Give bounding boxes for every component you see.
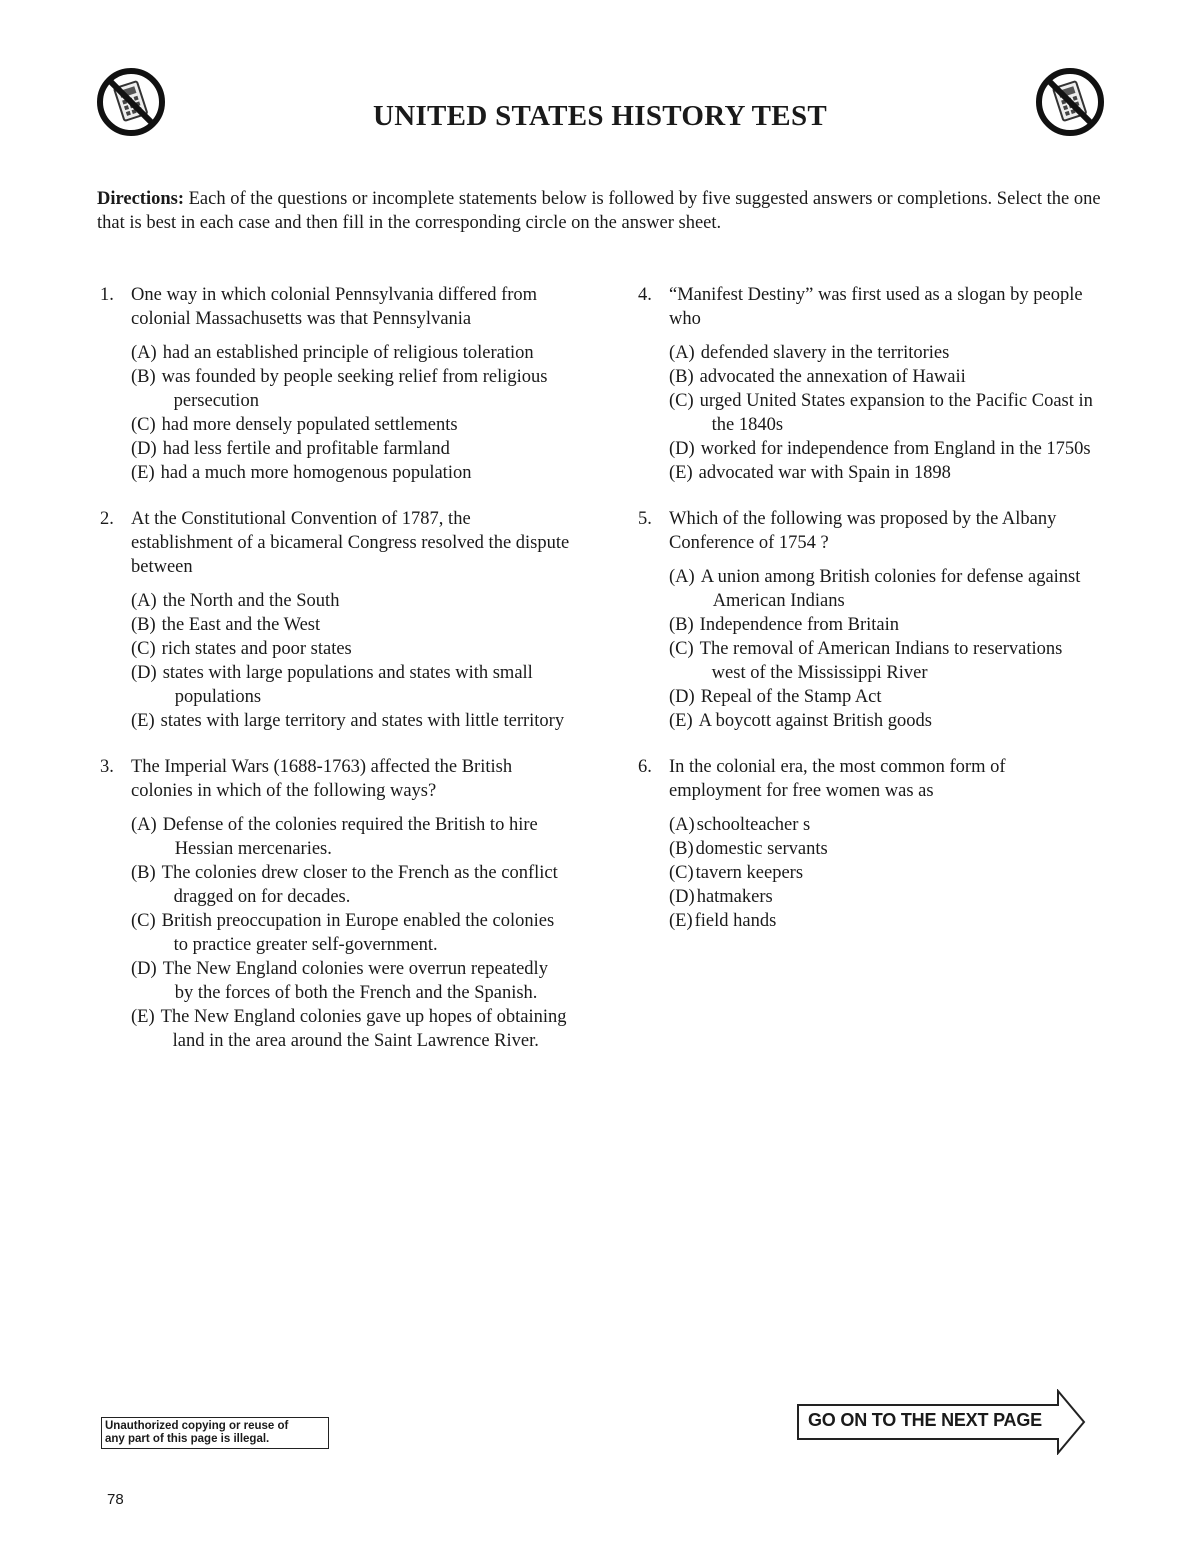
- answer-option-e[interactable]: (E) The New England colonies gave up hopes of obtaining land in the area around the Saint Lawrence River.: [131, 1007, 567, 1051]
- question-number: 6.: [638, 757, 652, 777]
- question-stem: Which of the following was proposed by the Albany Conference of 1754 ?: [669, 509, 1057, 553]
- answer-option-b[interactable]: (B) the East and the West: [131, 615, 321, 635]
- answer-option-b[interactable]: (B) Independence from Britain: [669, 615, 899, 635]
- question-2: [100, 507, 570, 733]
- answer-option-e[interactable]: (E) A boycott against British goods: [669, 711, 932, 731]
- answer-option-a[interactable]: (A) Defense of the colonies required the British to hire Hessian mercenaries.: [131, 815, 538, 859]
- question-3: [100, 755, 570, 1053]
- answer-option-a[interactable]: (A) defended slavery in the territories: [669, 343, 950, 363]
- left-column: [100, 283, 570, 1075]
- directions-label: Directions:: [97, 189, 184, 209]
- answer-option-c[interactable]: (C) had more densely populated settlements: [131, 415, 458, 435]
- copyright-notice: Unauthorized copying or reuse of any part of this page is illegal.: [101, 1417, 329, 1449]
- question-number: 2.: [100, 509, 114, 529]
- question-number: 4.: [638, 285, 652, 305]
- question-number: 3.: [100, 757, 114, 777]
- answer-option-d[interactable]: (D) The New England colonies were overrun repeatedly by the forces of both the French and the Spanish.: [131, 959, 548, 1003]
- answer-option-e[interactable]: (E) advocated war with Spain in 1898: [669, 463, 951, 483]
- question-1: [100, 283, 570, 485]
- page-number: 78: [107, 1491, 124, 1508]
- answer-option-c[interactable]: (C) urged United States expansion to the Pacific Coast in the 1840s: [669, 391, 1093, 435]
- right-column: [638, 283, 1098, 955]
- answer-option-c[interactable]: (C) The removal of American Indians to reservations west of the Mississippi River: [669, 639, 1063, 683]
- answer-option-b[interactable]: (B) domestic servants: [669, 839, 828, 859]
- question-6: [638, 755, 1098, 933]
- next-page-label: GO ON TO THE NEXT PAGE: [808, 1410, 1042, 1430]
- question-stem: “Manifest Destiny” was first used as a slogan by people who: [669, 285, 1083, 329]
- answer-option-d[interactable]: (D) states with large populations and states with small populations: [131, 663, 533, 707]
- question-4: [638, 283, 1098, 485]
- answer-option-d[interactable]: (D) Repeal of the Stamp Act: [669, 687, 882, 707]
- answer-option-d[interactable]: (D) had less fertile and profitable farmland: [131, 439, 450, 459]
- answer-option-c[interactable]: (C) rich states and poor states: [131, 639, 352, 659]
- answer-option-a[interactable]: (A) schoolteacher s: [669, 815, 811, 835]
- answer-option-a[interactable]: (A) A union among British colonies for defense against American Indians: [669, 567, 1081, 611]
- question-5: [638, 507, 1098, 733]
- answer-option-b[interactable]: (B) The colonies drew closer to the French as the conflict dragged on for decades.: [131, 863, 558, 907]
- answer-option-b[interactable]: (B) advocated the annexation of Hawaii: [669, 367, 966, 387]
- page-title: UNITED STATES HISTORY TEST: [372, 100, 828, 132]
- question-stem: One way in which colonial Pennsylvania differed from colonial Massachusetts was that Pennsylvania: [131, 285, 538, 329]
- directions-text: Each of the questions or incomplete statements below is followed by five suggested answers or completions. Select the one that is best in each case and then fill in the corresponding circle on the answer sheet.: [97, 189, 1101, 233]
- question-number: 5.: [638, 509, 652, 529]
- question-number: 1.: [100, 285, 114, 305]
- answer-option-e[interactable]: (E) states with large territory and states with little territory: [131, 711, 565, 731]
- directions: [97, 187, 1107, 235]
- question-stem: In the colonial era, the most common form of employment for free women was as: [669, 757, 1006, 801]
- question-stem: The Imperial Wars (1688-1763) affected the British colonies in which of the following ways?: [131, 757, 513, 801]
- next-page-indicator: [796, 1389, 1086, 1455]
- no-calculator-icon: [1034, 66, 1106, 138]
- answer-option-d[interactable]: (D) worked for independence from England in the 1750s: [669, 439, 1091, 459]
- answer-option-a[interactable]: (A) had an established principle of religious toleration: [131, 343, 534, 363]
- question-stem: At the Constitutional Convention of 1787, the establishment of a bicameral Congress resolved the dispute between: [131, 509, 570, 577]
- answer-option-e[interactable]: (E) field hands: [669, 911, 777, 931]
- answer-option-c[interactable]: (C) British preoccupation in Europe enabled the colonies to practice greater self-government.: [131, 911, 555, 955]
- answer-option-a[interactable]: (A) the North and the South: [131, 591, 340, 611]
- answer-option-c[interactable]: (C) tavern keepers: [669, 863, 804, 883]
- answer-option-b[interactable]: (B) was founded by people seeking relief from religious persecution: [131, 367, 548, 411]
- answer-option-e[interactable]: (E) had a much more homogenous population: [131, 463, 472, 483]
- answer-option-d[interactable]: (D) hatmakers: [669, 887, 773, 907]
